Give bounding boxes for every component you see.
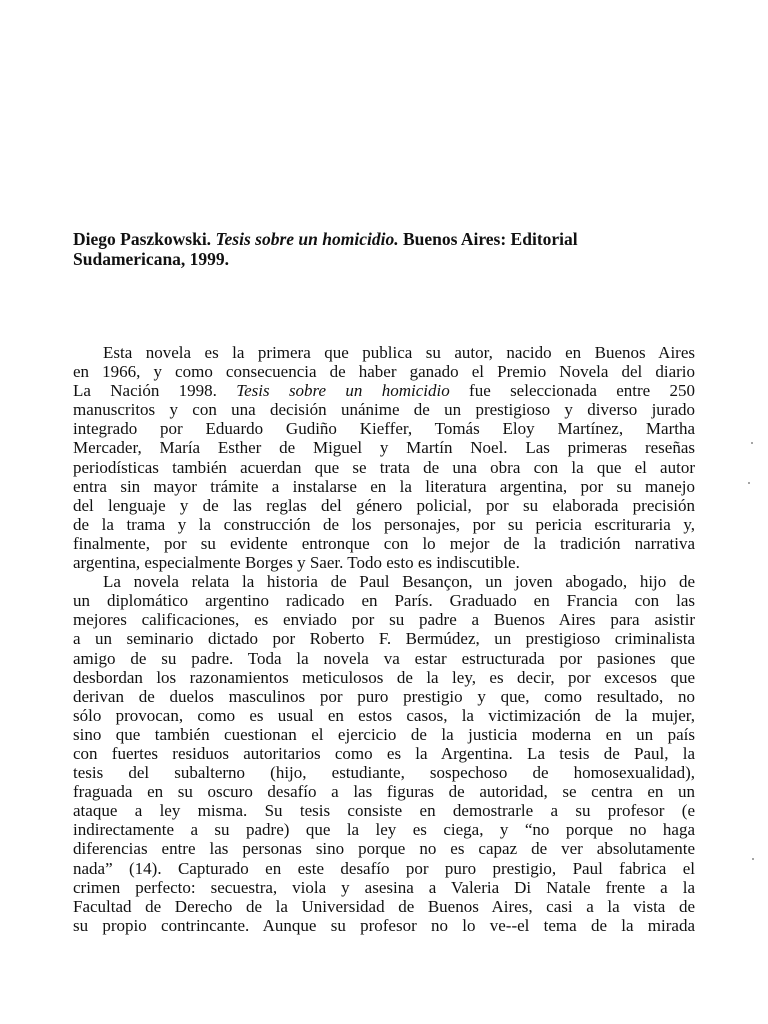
text-line: amigo de su padre. Toda la novela va estar estructurada por pasiones que [73, 648, 695, 668]
text-line: diferencias entre las personas sino porque no es capaz de ver absolutamente [73, 839, 695, 859]
scan-speck [748, 482, 750, 484]
text-line: desbordan los razonamientos meticulosos de la ley, es decir, por excesos que [73, 667, 695, 687]
text-fragment: La Nación 1998. [73, 381, 217, 401]
text-line: entra sin mayor trámite a instalarse en la literatura argentina, por su manejo [73, 476, 695, 496]
text-line: La novela relata la historia de Paul Besançon, un joven abogado, hijo de [103, 572, 695, 592]
text-line: integrado por Eduardo Gudiño Kieffer, Tomás Eloy Martínez, Martha [73, 419, 695, 439]
book-title-inline: Tesis sobre un homicidio [236, 381, 450, 401]
text-line: su propio contrincante. Aunque su profesor no lo ve--el tema de la mirada [73, 915, 695, 935]
text-fragment: fue seleccionada entre 250 [469, 381, 695, 401]
text-line: indirectamente a su padre) que la ley es ciega, y “no porque no haga [73, 820, 695, 840]
scan-speck [751, 442, 753, 444]
review-body [73, 343, 695, 935]
text-line: sino que también cuestionan el ejercicio de la justicia moderna en un país [73, 724, 695, 744]
text-line: periodísticas también acuerdan que se trata de una obra con la que el autor [73, 457, 695, 477]
text-line: derivan de duelos masculinos por puro prestigio y que, como resultado, no [73, 686, 695, 706]
book-publisher-year: Sudamericana, 1999. [73, 249, 230, 269]
text-line [73, 381, 695, 400]
text-line: del lenguaje y de las reglas del género policial, por su elaborada precisión [73, 495, 695, 515]
text-line: crimen perfecto: secuestra, viola y asesina a Valeria Di Natale frente a la [73, 877, 695, 897]
text-line: Mercader, María Esther de Miguel y Martín Noel. Las primeras reseñas [73, 438, 695, 458]
text-line: sólo provocan, como es usual en estos casos, la victimización de la mujer, [73, 705, 695, 725]
text-line: ataque a ley misma. Su tesis consiste en demostrarle a su profesor (e [73, 801, 695, 821]
text-line: mejores calificaciones, es enviado por su padre a Buenos Aires para asistir [73, 610, 695, 630]
review-header [73, 229, 695, 269]
text-line: tesis del subalterno (hijo, estudiante, sospechoso de homosexualidad), [73, 763, 695, 783]
text-line: nada” (14). Capturado en este desafío por puro prestigio, Paul fabrica el [73, 858, 695, 878]
text-line: a un seminario dictado por Roberto F. Bermúdez, un prestigioso criminalista [73, 629, 695, 649]
text-line: manuscritos y con una decisión unánime de un prestigioso y diverso jurado [73, 400, 695, 420]
text-line: fraguada en su oscuro desafío a las figuras de autoridad, se centra en un [73, 782, 695, 802]
book-publisher: Buenos Aires: Editorial [402, 229, 578, 249]
text-line: un diplomático argentino radicado en París. Graduado en Francia con las [73, 591, 695, 611]
text-line: Facultad de Derecho de la Universidad de Buenos Aires, casi a la vista de [73, 896, 695, 916]
text-line: Esta novela es la primera que publica su autor, nacido en Buenos Aires [103, 343, 695, 362]
text-line: con fuertes residuos autoritarios como es la Argentina. La tesis de Paul, la [73, 743, 695, 763]
text-line: en 1966, y como consecuencia de haber ganado el Premio Novela del diario [73, 362, 695, 382]
scan-speck [752, 858, 754, 860]
text-line: argentina, especialmente Borges y Saer. Todo esto es indiscutible. [73, 553, 520, 573]
text-line: de la trama y la construcción de los personajes, por su pericia escrituraria y, [73, 514, 695, 534]
text-line: finalmente, por su evidente entronque con lo mejor de la tradición narrativa [73, 533, 695, 553]
book-author: Diego Paszkowski. [73, 229, 212, 249]
book-title: Tesis sobre un homicidio. [215, 229, 399, 249]
